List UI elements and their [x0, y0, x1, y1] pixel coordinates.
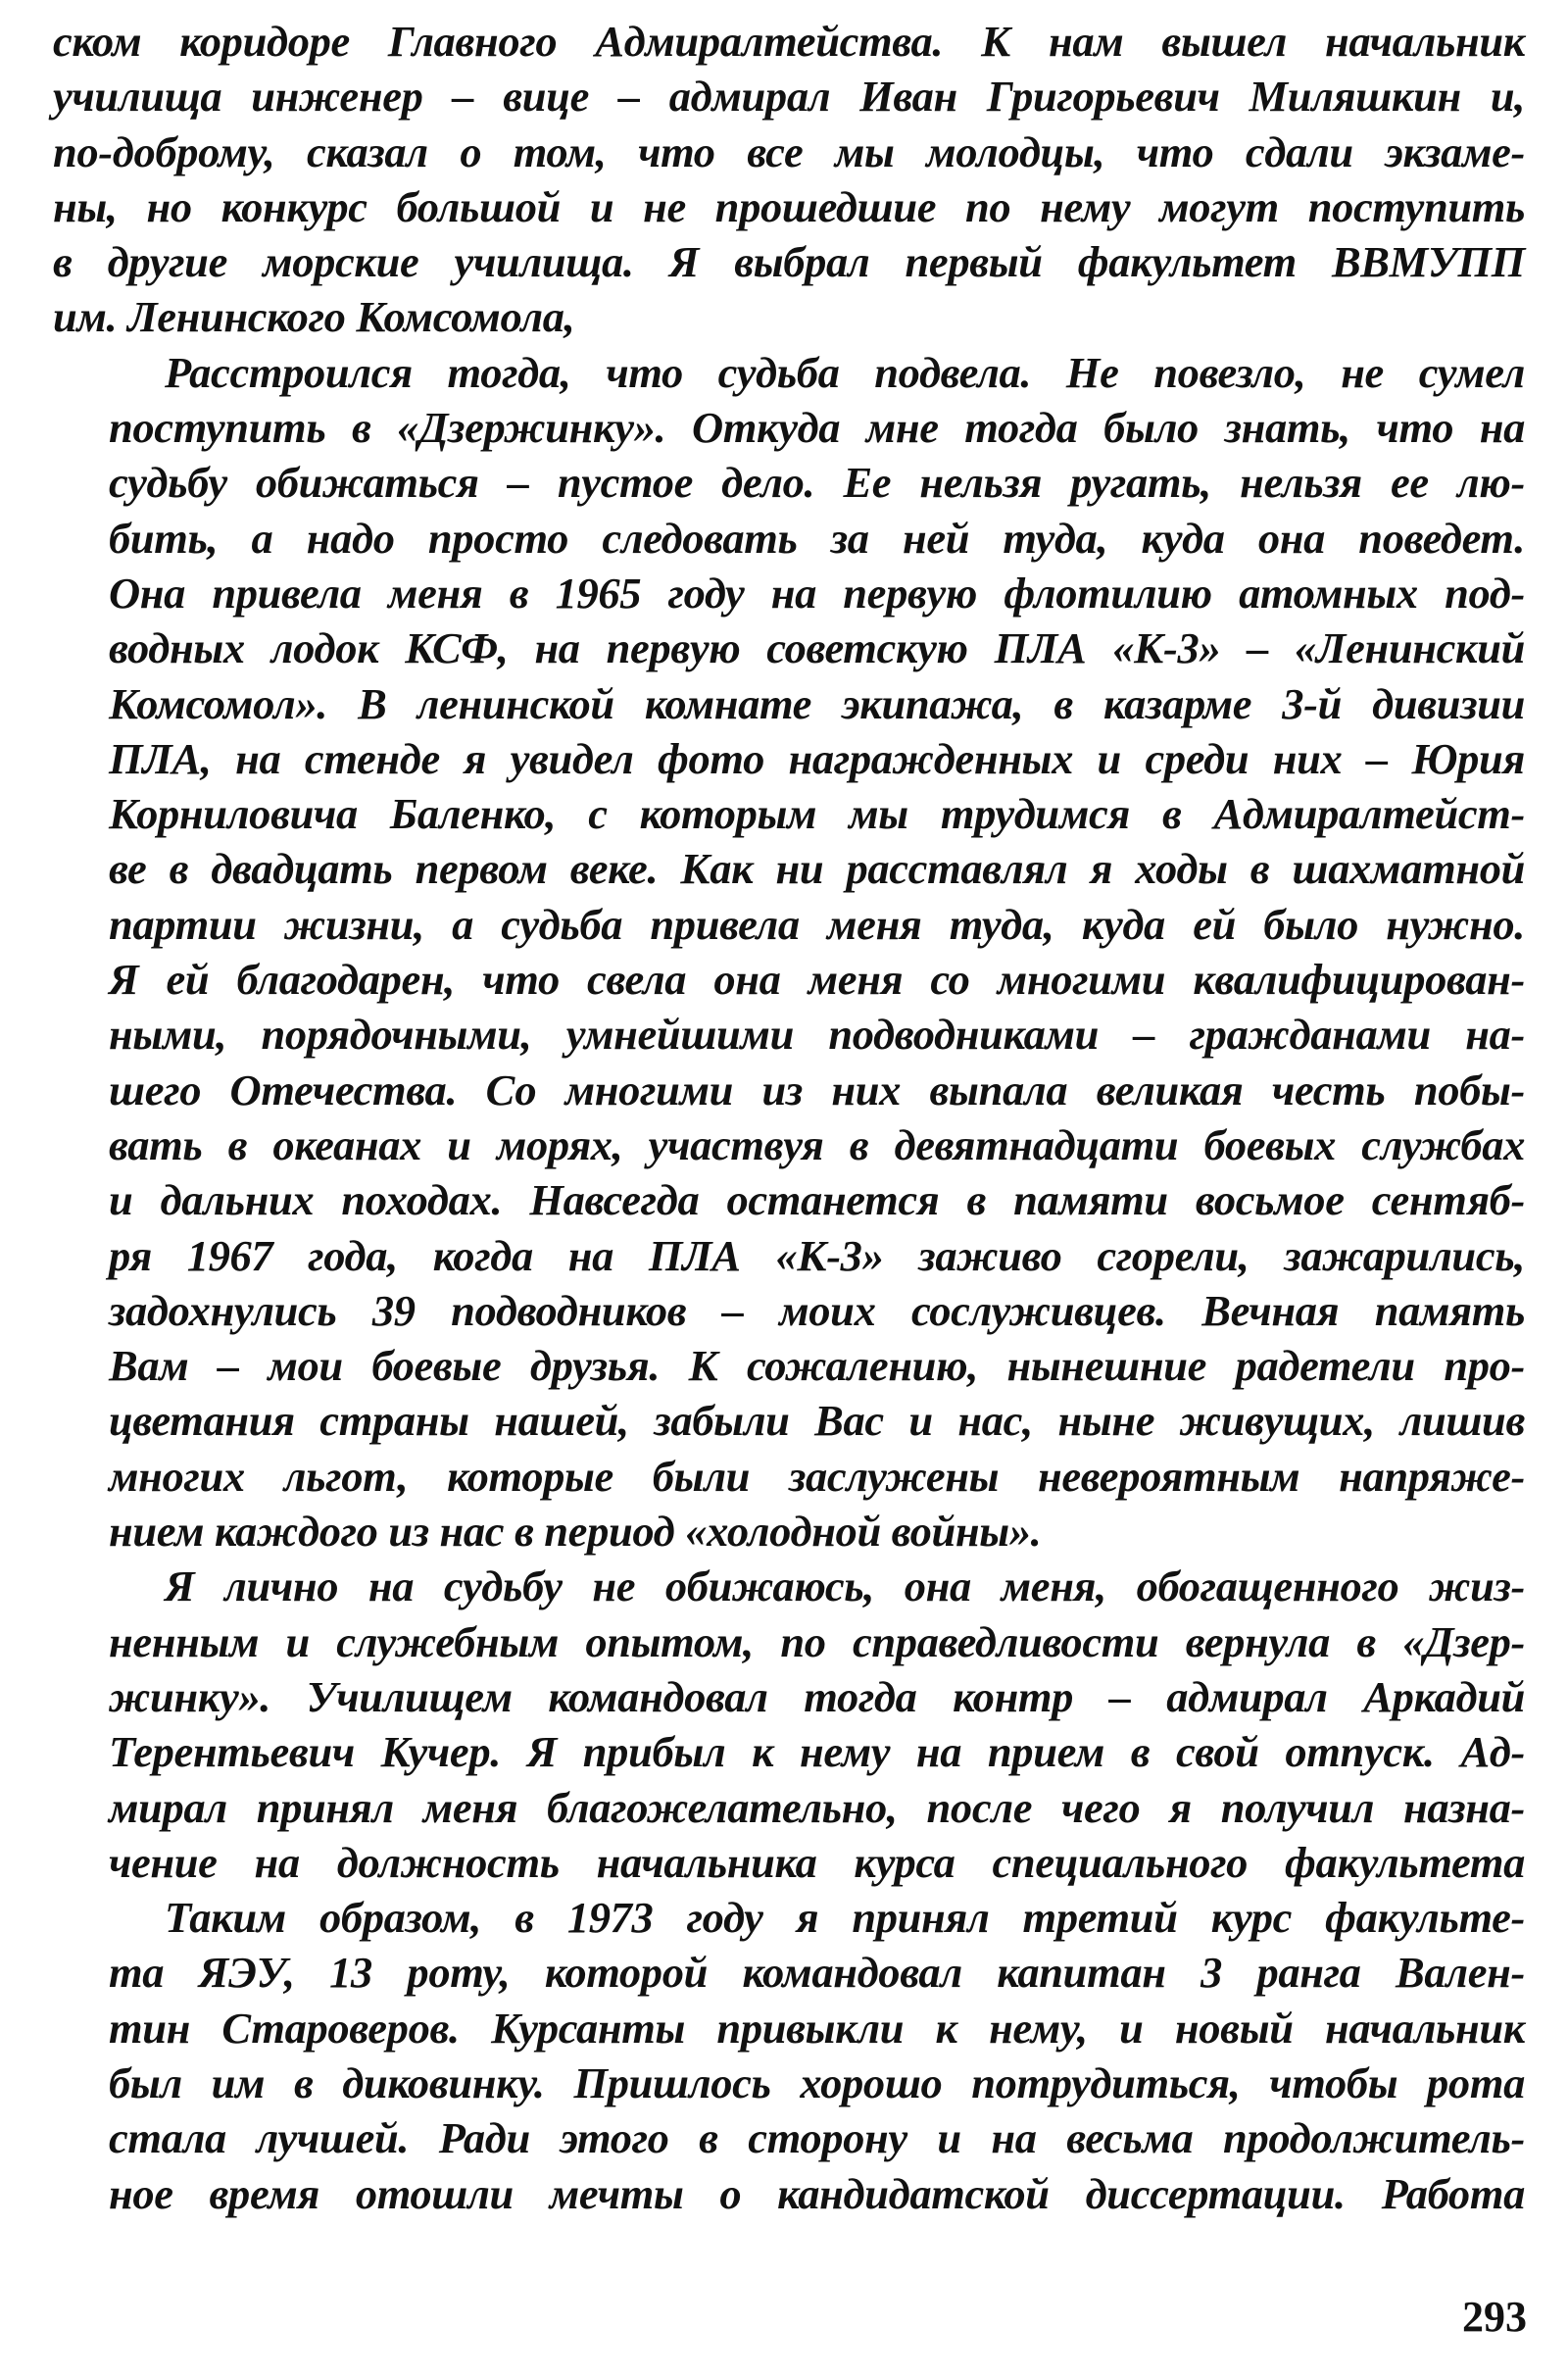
- text-line: стала лучшей. Ради этого в сторону и на весьма продолжитель-: [109, 2113, 1525, 2163]
- text-line: Таким образом, в 1973 году я принял третий курс факульте-: [165, 1893, 1525, 1943]
- text-line: ными, порядочными, умнейшими подводниками – гражданами на-: [109, 1010, 1525, 1060]
- text-line: Вам – мои боевые друзья. К сожалению, нынешние радетели про-: [109, 1341, 1525, 1391]
- text-line: Корниловича Баленко, с которым мы трудимся в Адмиралтейст-: [109, 789, 1525, 839]
- text-line: и дальних походах. Навсегда останется в памяти восьмое сентяб-: [109, 1175, 1525, 1225]
- text-line: Терентьевич Кучер. Я прибыл к нему на прием в свой отпуск. Ад-: [109, 1727, 1525, 1777]
- text-line: многих льгот, которые были заслужены невероятным напряже-: [109, 1451, 1525, 1501]
- text-line: ПЛА, на стенде я увидел фото награжденных и среди них – Юрия: [109, 733, 1525, 783]
- text-line: бить, а надо просто следовать за ней туда, куда она поведет.: [109, 513, 1525, 563]
- text-line: ное время отошли мечты о кандидатской диссертации. Работа: [109, 2168, 1525, 2218]
- text-line: им. Ленинского Комсомола,: [53, 292, 575, 342]
- paragraph-1: [53, 14, 1525, 345]
- text-line: тин Староверов. Курсанты привыкли к нему, и новый начальник: [109, 2003, 1525, 2053]
- text-line: жинку». Училищем командовал тогда контр – адмирал Аркадий: [109, 1671, 1525, 1721]
- text-line: ском коридоре Главного Адмиралтейства. К нам вышел начальник: [53, 17, 1525, 66]
- text-line: шего Отечества. Со многими из них выпала великая честь побы-: [109, 1065, 1525, 1114]
- text-line: ря 1967 года, когда на ПЛА «К-3» заживо сгорели, зажарились,: [109, 1230, 1525, 1280]
- text-line: вать в океанах и морях, участвуя в девятнадцати боевых службах: [109, 1119, 1525, 1169]
- text-line: ве в двадцать первом веке. Как ни расставлял я ходы в шахматной: [109, 844, 1525, 894]
- text-line: по-доброму, сказал о том, что все мы молодцы, что сдали экзаме-: [53, 126, 1525, 176]
- text-line: ненным и служебным опытом, по справедливости вернула в «Дзер-: [109, 1616, 1525, 1666]
- text-line: ны, но конкурс большой и не прошедшие по нему могут поступить: [53, 181, 1525, 231]
- text-line: в другие морские училища. Я выбрал первый факультет ВВМУПП: [53, 237, 1525, 287]
- text-line: чение на должность начальника курса специального факультета: [109, 1837, 1525, 1887]
- text-line: та ЯЭУ, 13 роту, которой командовал капитан 3 ранга Вален-: [109, 1948, 1525, 1998]
- paragraph-2: [53, 345, 1525, 1560]
- text-line: водных лодок КСФ, на первую советскую ПЛА «К-3» – «Ленинский: [109, 623, 1525, 673]
- text-line: Она привела меня в 1965 году на первую флотилию атомных под-: [109, 568, 1525, 618]
- text-line: Я ей благодарен, что свела она меня со многими квалифицирован-: [109, 955, 1525, 1005]
- text-line: училища инженер – вице – адмирал Иван Григорьевич Миляшкин и,: [53, 72, 1525, 122]
- text-line: был им в диковинку. Пришлось хорошо потрудиться, чтобы рота: [109, 2057, 1525, 2107]
- text-line: мирал принял меня благожелательно, после чего я получил назна-: [109, 1782, 1525, 1832]
- text-line: партии жизни, а судьба привела меня туда, куда ей было нужно.: [109, 899, 1525, 949]
- text-line: Расстроился тогда, что судьба подвела. Не повезло, не сумел: [165, 347, 1525, 397]
- text-line: цветания страны нашей, забыли Вас и нас, ныне живущих, лишив: [109, 1396, 1525, 1446]
- text-line: Комсомол». В ленинской комнате экипажа, в казарме 3-й дивизии: [109, 678, 1525, 728]
- page-number: 293: [1462, 2293, 1527, 2341]
- paragraph-4: [53, 1890, 1525, 2221]
- text-line: Я лично на судьбу не обижаюсь, она меня, обогащенного жиз-: [165, 1561, 1525, 1611]
- paragraph-3: [53, 1559, 1525, 1890]
- text-line: судьбу обижаться – пустое дело. Ее нельзя ругать, нельзя ее лю-: [109, 458, 1525, 508]
- text-line: задохнулись 39 подводников – моих сослуживцев. Вечная память: [109, 1285, 1525, 1335]
- text-line: поступить в «Дзержинку». Откуда мне тогда было знать, что на: [109, 403, 1525, 453]
- page-body: [53, 14, 1525, 2221]
- text-line: нием каждого из нас в период «холодной войны».: [109, 1507, 1042, 1557]
